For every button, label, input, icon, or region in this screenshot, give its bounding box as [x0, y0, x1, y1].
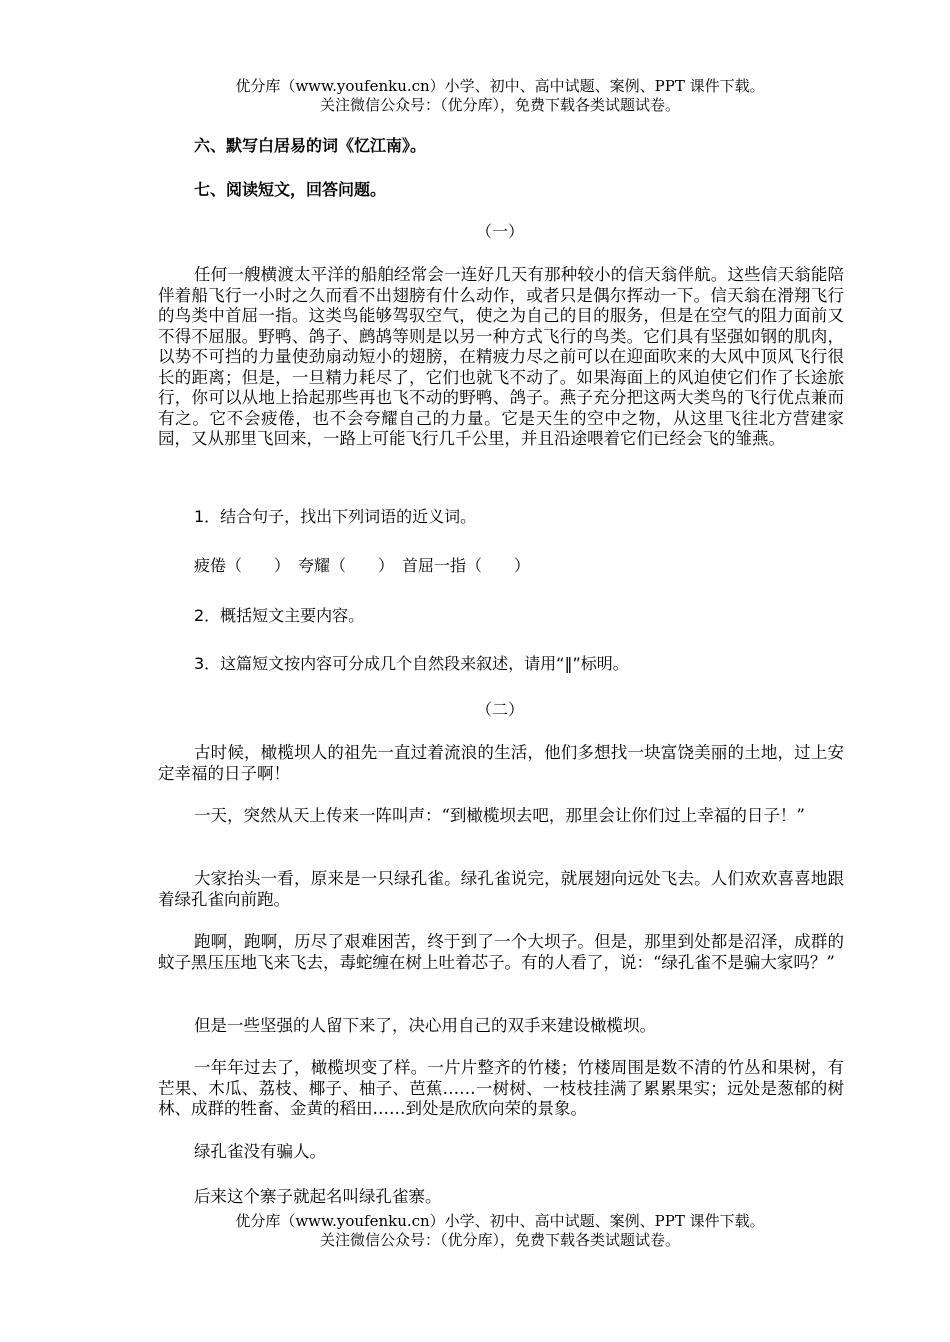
part-2-paragraph-2: 一天，突然从天上传来一阵叫声：“到橄榄坝去吧，那里会让你们过上幸福的日子！”	[194, 806, 805, 825]
part-2-paragraph-3: 大家抬头一看，原来是一只绿孔雀。绿孔雀说完，就展翅向远处飞去。人们欢欢喜喜地跟着绿孔雀向前跑。	[158, 869, 844, 909]
task-2: 2．概括短文主要内容。	[194, 606, 365, 625]
footer-line-1: 优分库（www.youfenku.cn）小学、初中、高中试题、案例、PPT 课件下载。	[235, 1212, 765, 1230]
question-6: 六、默写白居易的词《忆江南》。	[194, 136, 427, 155]
part-1-paragraph: 任何一艘横渡太平洋的船舶经常会一连好几天有那种较小的信天翁伴航。这些信天翁能陪伴着船飞行一小时之久而看不出翅膀有什么动作，或者只是偶尔挥动一下。信天翁在滑翔飞行的鸟类中首屈一指。这类鸟能够驾驭空气，使之为自己的目的服务，但是在空气的阻力面前又不得不屈服。野鸭、鸽子、鹧鸪等则是以另一种方式飞行的鸟类。它们具有坚强如钢的肌肉，以势不可挡的力量使劲扇动短小的翅膀，在精疲力尽之前可以在迎面吹来的大风中顶风飞行很长的距离；但是，一旦精力耗尽了，它们也就飞不动了。如果海面上的风迫使它们作了长途旅行，你可以从地上拾起那些再也飞不动的野鸭、鸽子。燕子充分把这两大类鸟的飞行优点兼而有之。它不会疲倦，也不会夸耀自己的力量。它是天生的空中之物，从这里飞往北方营建家园，又从那里飞回来，一路上可能飞行几千公里，并且沿途喂着它们已经会飞的雏燕。	[158, 265, 844, 448]
part-2-paragraph-5: 但是一些坚强的人留下来了，决心用自己的双手来建设橄榄坝。	[194, 1016, 656, 1035]
footer-line-2: 关注微信公众号：（优分库），免费下载各类试题试卷。	[319, 1231, 680, 1249]
part-2-paragraph-8: 后来这个寨子就起名叫绿孔雀寨。	[194, 1187, 442, 1206]
task-1: 1．结合句子，找出下列词语的近义词。	[194, 507, 477, 526]
part-2-paragraph-7: 绿孔雀没有骗人。	[194, 1142, 326, 1161]
page-header	[0, 77, 950, 115]
synonym-words: 疲倦（ ） 夸耀（ ） 首屈一指（ ）	[194, 556, 531, 575]
header-line-2: 关注微信公众号：（优分库），免费下载各类试题试卷。	[319, 96, 680, 114]
part-2-paragraph-1: 古时候，橄榄坝人的祖先一直过着流浪的生活，他们多想找一块富饶美丽的土地，过上安定幸福的日子啊！	[158, 743, 844, 783]
part-1-title: （一）	[475, 222, 524, 241]
part-2-paragraph-4: 跑啊，跑啊，历尽了艰难困苦，终于到了一个大坝子。但是，那里到处都是沼泽，成群的蚊子黑压压地飞来飞去，毒蛇缠在树上吐着芯子。有的人看了，说：“绿孔雀不是骗大家吗？”	[158, 932, 844, 972]
page-footer	[0, 1212, 950, 1250]
header-line-1: 优分库（www.youfenku.cn）小学、初中、高中试题、案例、PPT 课件下载。	[235, 77, 765, 95]
question-7: 七、阅读短文，回答问题。	[194, 180, 387, 199]
part-2-title: （二）	[475, 700, 524, 719]
task-3: 3．这篇短文按内容可分成几个自然段来叙述，请用“‖”标明。	[194, 654, 629, 673]
part-2-paragraph-6: 一年年过去了，橄榄坝变了样。一片片整齐的竹楼；竹楼周围是数不清的竹丛和果树，有芒果、木瓜、荔枝、椰子、柚子、芭蕉……一树树、一枝枝挂满了累累果实；远处是葱郁的树林、成群的牲畜、金黄的稻田……到处是欣欣向荣的景象。	[158, 1058, 844, 1118]
